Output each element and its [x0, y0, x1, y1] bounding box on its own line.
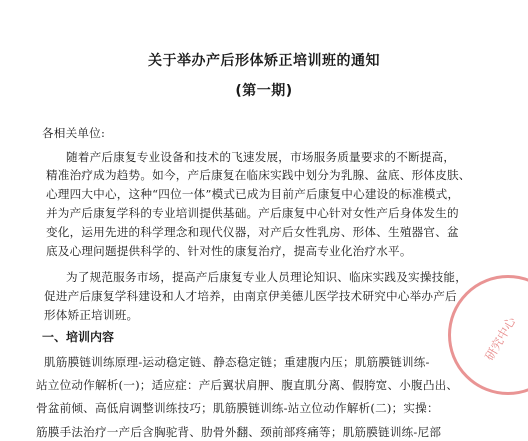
document-title: 关于举办产后形体矫正培训班的通知 [148, 53, 380, 69]
salutation: 各相关单位: [42, 126, 106, 140]
document-subtitle: (第一期) [235, 83, 293, 99]
paragraph-line: 形体矫正培训班。 [44, 308, 139, 322]
section-heading: 一、培训内容 [42, 330, 115, 344]
paragraph-line: 随着产后康复专业设备和技术的飞速发展，市场服务质量要求的不断提高， [66, 150, 456, 164]
content-line: 筋膜手法治疗一产后含胸驼背、肋骨外翻、颈前部疼痛等；肌筋膜链训练-尼部 [36, 425, 442, 439]
paragraph-line: 变化，运用先进的科学理念和现代仪器，对产后女性乳房、形体、生殖器官、盆 [46, 225, 459, 239]
paragraph-line: 促进产后康复学科建设和人才培养，由南京伊美德儿医学技术研究中心举办产后 [44, 289, 457, 303]
paragraph-line: 心理四大中心，这种“四位一体”模式已成为目前产后康复中心建设的标准模式， [46, 187, 460, 201]
paragraph-line: 底及心理问题提供科学的、针对性的康复治疗，提高专业化治疗水平。 [46, 244, 412, 258]
seal-text: 研究中心 [482, 314, 519, 364]
content-line: 肌筋膜链训练原理-运动稳定链、静态稳定链；重建腹内压；肌筋膜链训练- [44, 355, 430, 369]
content-line: 骨盆前倾、高低肩调整训练技巧；肌筋膜链训练-站立位动作解析(二)；实操： [36, 401, 439, 415]
paragraph-line: 为了规范服务市场，提高产后康复专业人员理论知识、临床实践及实操技能， [66, 270, 467, 284]
content-line: 站立位动作解析(一)；适应症：产后翼状肩胛、腹直肌分离、假胯宽、小腹凸出、 [36, 378, 459, 392]
official-seal [448, 275, 528, 395]
paragraph-line: 并为产后康复学科的专业培训提供基础。产后康复中心针对女性产后身体发生的 [46, 206, 459, 220]
paragraph-line: 精准治疗成为趋势。如今，产后康复在临床实践中划分为乳腺、盆底、形体皮肤、 [46, 168, 471, 182]
